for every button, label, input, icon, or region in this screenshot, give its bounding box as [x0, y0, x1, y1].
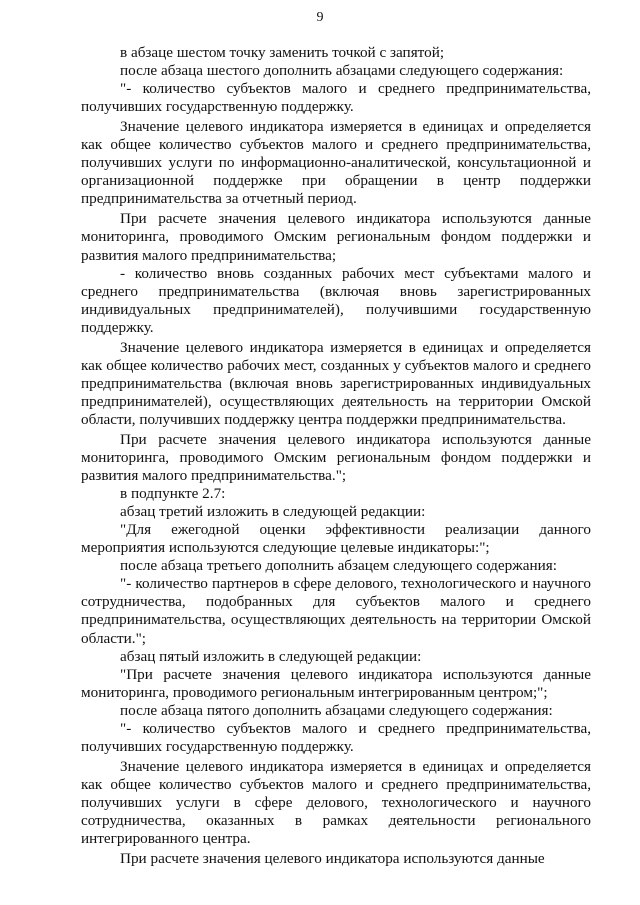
paragraph: Значение целевого индикатора измеряется в единицах и определяется как общее количество субъектов малого и среднего предпринимательства, получивших услуги по информационно-аналитической, консультационной и организационной поддержке при обращении в центр поддержки предпринимательства за отчетный период.: [81, 118, 591, 208]
paragraph: абзац третий изложить в следующей редакции:: [120, 503, 426, 521]
paragraph: после абзаца третьего дополнить абзацем следующего содержания:: [120, 557, 557, 575]
paragraph: "- количество субъектов малого и среднего предпринимательства, получивших государственную поддержку.: [81, 719, 591, 755]
page-number: 9: [316, 10, 324, 25]
document-body: [81, 44, 591, 868]
paragraph: после абзаца шестого дополнить абзацами следующего содержания:: [120, 62, 564, 80]
paragraph: "Для ежегодной оценки эффективности реализации данного мероприятия используются следующие целевые индикаторы:";: [81, 521, 591, 557]
paragraph: в подпункте 2.7:: [120, 485, 226, 503]
paragraph: Значение целевого индикатора измеряется в единицах и определяется как общее количество субъектов малого и среднего предпринимательства, получивших услуги в сфере делового, технологического и научного сотрудничества, оказанных в рамках деятельности регионального интегрированного центра.: [81, 757, 591, 848]
paragraph: "- количество субъектов малого и среднего предпринимательства, получивших государственную поддержку.: [81, 80, 591, 116]
paragraph: Значение целевого индикатора измеряется в единицах и определяется как общее количество рабочих мест, созданных у субъектов малого и среднего предпринимательства (включая вновь зарегистрированных индивидуальных предпринимателей), осуществляющих деятельность на территории Омской области, получивших поддержку центра поддержки предпринимательства.: [81, 338, 591, 428]
paragraph: "При расчете значения целевого индикатора используются данные мониторинга, проводимого региональным интегрированным центром;";: [81, 665, 591, 701]
paragraph: При расчете значения целевого индикатора используются данные мониторинга, проводимого Омским региональным фондом поддержки и развития малого предпринимательства.";: [81, 430, 591, 485]
paragraph: в абзаце шестом точку заменить точкой с запятой;: [120, 44, 445, 61]
paragraph: При расчете значения целевого индикатора используются данные: [120, 850, 545, 868]
paragraph: после абзаца пятого дополнить абзацами следующего содержания:: [120, 701, 553, 719]
paragraph: "- количество партнеров в сфере делового, технологического и научного сотрудничества, подобранных для субъектов малого и среднего предпринимательства, осуществляющих деятельность на территории Омской области.";: [81, 575, 591, 647]
paragraph: абзац пятый изложить в следующей редакции:: [120, 647, 422, 665]
paragraph: При расчете значения целевого индикатора используются данные мониторинга, проводимого Омским региональным фондом поддержки и развития малого предпринимательства;: [81, 210, 591, 264]
paragraph: - количество вновь созданных рабочих мест субъектами малого и среднего предпринимательства (включая вновь зарегистрированных индивидуальных предпринимателей), получившими государственную поддержку.: [81, 264, 591, 336]
